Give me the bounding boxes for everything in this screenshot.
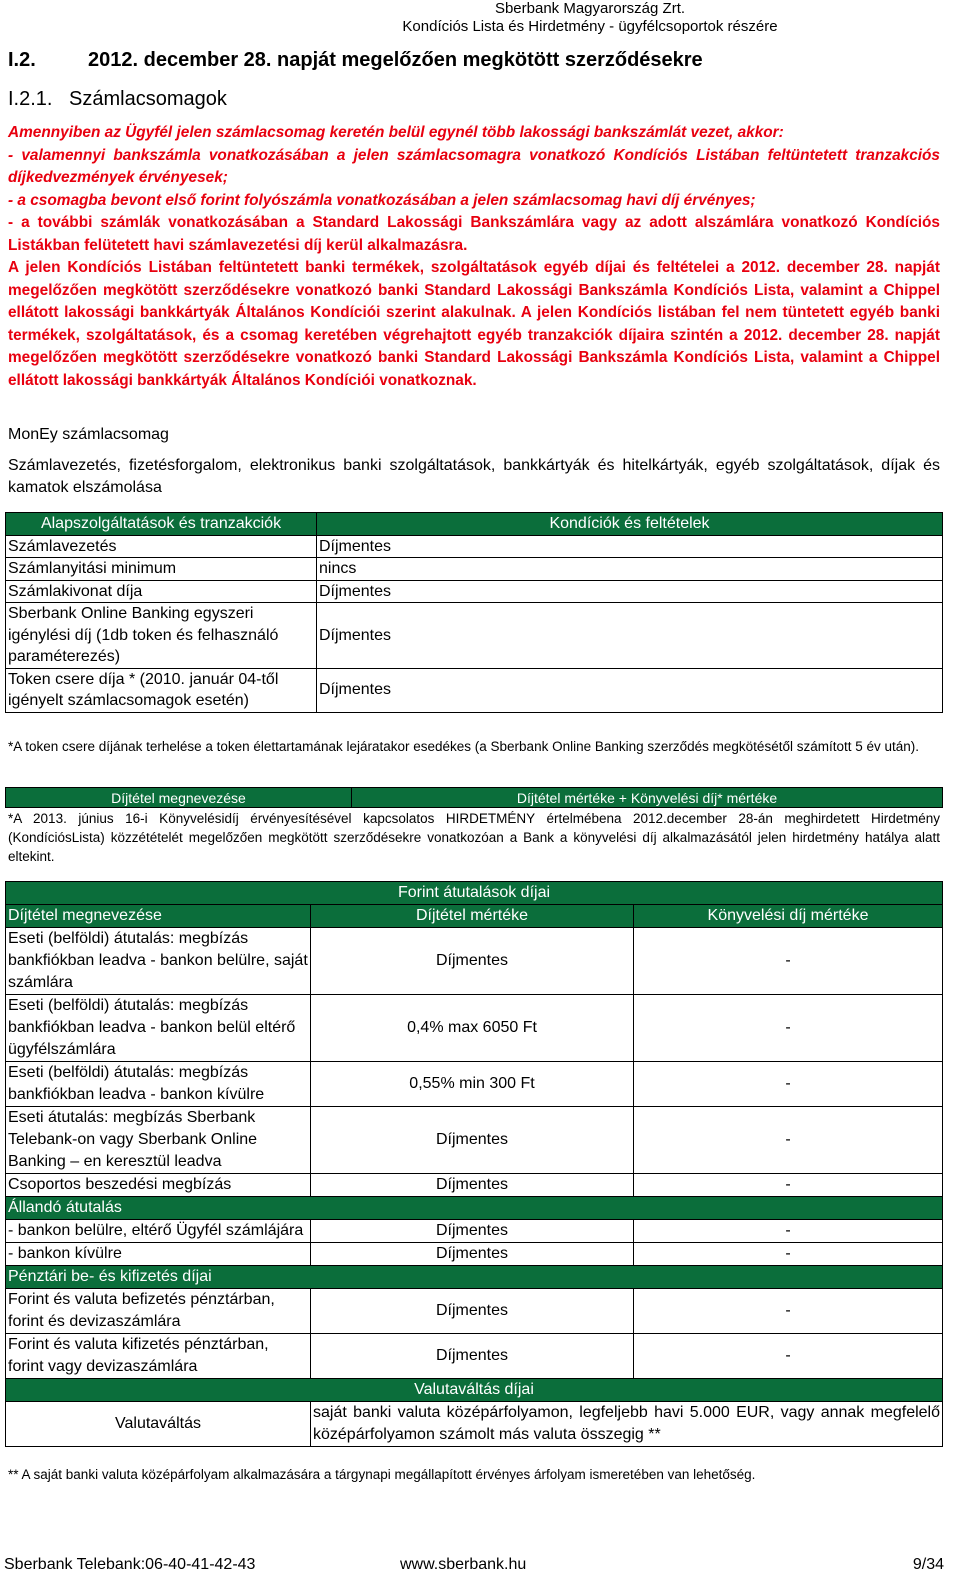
row-label: Eseti (belföldi) átutalás: megbízás bankfiókban leadva - bankon kívülre (6, 1062, 311, 1107)
table3-footnote: ** A saját banki valuta középárfolyam alkalmazására a tárgynapi megállapított érvényes árfolyam ismeretében van lehetőség. (8, 1467, 756, 1482)
row-booking-fee: - (634, 1334, 943, 1379)
footer-website[interactable]: www.sberbank.hu (400, 1556, 527, 1573)
header-company: Sberbank Magyarország Zrt. (494, 0, 686, 17)
table2-head-right: Díjtétel mértéke + Könyvelési díj* mértéke (352, 788, 943, 808)
basic-services-table (5, 512, 943, 713)
cash-fees-header: Pénztári be- és kifizetés díjai (6, 1266, 943, 1289)
intro-paragraph-3: - a csomagba bevont első forint folyószámla vonatkozásában a jelen számlacsomag havi díj érvényes; (8, 191, 756, 209)
table-row (6, 535, 943, 558)
footer-phone: Sberbank Telebank:06-40-41-42-43 (4, 1556, 256, 1573)
intro-paragraph-4: - a további számlák vonatkozásában a Standard Lakossági Bankszámlára vagy az adott alszámlára vonatkozó Kondíciós Listákban felütetett havi számlavezetési díj kerül alkalmazásra. (8, 214, 940, 254)
row-booking-fee: - (634, 1289, 943, 1334)
table2-footnote: *A 2013. június 16-i Könyvelésidíj érvényesítésével kapcsolatos HIRDETMÉNY értelmébena 2012.december 28-án meghirdetett Hirdetmény (KondíciósLista) közzétételét megelőzően megkötött szerződésekre vonatkozóan a Bank a könyvelési díj alkalmazásától jelen hirdetmény hatálya alatt eltekint. (8, 811, 940, 864)
package-name: MonEy számlacsomag (8, 426, 169, 443)
col-name-header: Díjtétel megnevezése (6, 905, 311, 928)
row-value: Díjmentes (317, 603, 943, 669)
table-row (6, 580, 943, 603)
row-booking-fee: - (634, 928, 943, 995)
row-label: Eseti (belföldi) átutalás: megbízás bankfiókban leadva - bankon belülre, saját számlára (6, 928, 311, 995)
row-fee: 0,4% max 6050 Ft (311, 995, 634, 1062)
table-row (6, 928, 943, 995)
row-value: Díjmentes (317, 580, 943, 603)
intro-notice (8, 122, 940, 392)
row-booking-fee: - (634, 1174, 943, 1197)
table-row (6, 1334, 943, 1379)
table-row (6, 1220, 943, 1243)
row-fee: Díjmentes (311, 1174, 634, 1197)
currency-exchange-value: saját banki valuta középárfolyamon, legfeljebb havi 5.000 EUR, vagy annak megfelelő középárfolyamon számolt más valuta összegig ** (311, 1402, 943, 1447)
subsection-number: I.2.1. (8, 88, 53, 110)
row-fee: Díjmentes (311, 928, 634, 995)
row-value: nincs (317, 558, 943, 581)
table1-footnote: *A token csere díjának terhelése a token élettartamának lejáratakor esedékes (a Sberbank Online Banking szerződés megkötésétől számított 5 év után). (8, 739, 920, 754)
table-row (6, 1289, 943, 1334)
row-label: Forint és valuta kifizetés pénztárban, forint vagy devizaszámlára (6, 1334, 311, 1379)
table2-head-left: Díjtétel megnevezése (6, 788, 352, 808)
section-title: 2012. december 28. napját megelőzően megkötött szerződésekre (88, 49, 703, 71)
table1-head-left: Alapszolgáltatások és tranzakciók (6, 513, 317, 536)
table-row (6, 558, 943, 581)
table-row (6, 1174, 943, 1197)
package-description: Számlavezetés, fizetésforgalom, elektronikus banki szolgáltatások, bankkártyák és hitelkártyák, egyéb szolgáltatások, díjak és kamatok elszámolása (8, 457, 940, 496)
table-row (6, 668, 943, 712)
row-label: Csoportos beszedési megbízás (6, 1174, 311, 1197)
row-fee: 0,55% min 300 Ft (311, 1062, 634, 1107)
table-row (6, 1402, 943, 1447)
table-row (6, 995, 943, 1062)
currency-exchange-header: Valutaváltás díjai (6, 1379, 943, 1402)
currency-exchange-label: Valutaváltás (6, 1402, 311, 1447)
standing-order-header: Állandó átutalás (6, 1197, 943, 1220)
row-fee: Díjmentes (311, 1334, 634, 1379)
row-fee: Díjmentes (311, 1107, 634, 1174)
row-label: Token csere díja * (2010. január 04-től igényelt számlacsomagok esetén) (6, 668, 317, 712)
header-subtitle: Kondíciós Lista és Hirdetmény - ügyfélcsoportok részére (402, 18, 778, 35)
row-booking-fee: - (634, 1243, 943, 1266)
table3-title: Forint átutalások díjai (6, 882, 943, 905)
row-booking-fee: - (634, 1220, 943, 1243)
footer-page-number: 9/34 (912, 1556, 944, 1573)
row-label: - bankon belülre, eltérő Ügyfél számlájára (6, 1220, 311, 1243)
intro-paragraph-1: Amennyiben az Ügyfél jelen számlacsomag keretén belül egynél több lakossági bankszámlát vezet, akkor: (8, 124, 784, 141)
row-label: Számlakivonat díja (6, 580, 317, 603)
row-booking-fee: - (634, 1062, 943, 1107)
col-fee-header: Díjtétel mértéke (311, 905, 634, 928)
row-label: Számlanyitási minimum (6, 558, 317, 581)
row-value: Díjmentes (317, 668, 943, 712)
row-value: Díjmentes (317, 535, 943, 558)
row-booking-fee: - (634, 1107, 943, 1174)
subsection-title: Számlacsomagok (69, 88, 227, 110)
table-row (6, 1062, 943, 1107)
table-row (6, 1107, 943, 1174)
row-label: Eseti átutalás: megbízás Sberbank Telebank-on vagy Sberbank Online Banking – en keresztül leadva (6, 1107, 311, 1174)
row-fee: Díjmentes (311, 1243, 634, 1266)
section-number: I.2. (8, 49, 36, 71)
table-row (6, 603, 943, 669)
row-label: - bankon kívülre (6, 1243, 311, 1266)
row-label: Számlavezetés (6, 535, 317, 558)
row-label: Eseti (belföldi) átutalás: megbízás bankfiókban leadva - bankon belül eltérő ügyfélszámlára (6, 995, 311, 1062)
transfer-fees-table (5, 881, 943, 1447)
table1-head-right: Kondíciók és feltételek (317, 513, 943, 536)
row-label: Sberbank Online Banking egyszeri igénylési díj (1db token és felhasználó paraméterezés) (6, 603, 317, 669)
row-label: Forint és valuta befizetés pénztárban, forint és devizaszámlára (6, 1289, 311, 1334)
intro-paragraph-5: A jelen Kondíciós Listában feltüntetett banki termékek, szolgáltatások egyéb díjai és feltételei a 2012. december 28. napját megelőzően megkötött szerződésekre vonatkozó banki Standard Lakossági Bankszámla Kondíciós Lista, valamint a Chippel ellátott lakossági bankkártyák Általános Kondíciói szerint alakulnak. A jelen Kondíciós listában fel nem tüntetett egyéb banki termékek, szolgáltatások, és a csomag keretében végrehajtott egyéb tranzakciók díjaira szintén a 2012. december 28. napját megelőzően megkötött szerződésekre vonatkozó banki Standard Lakossági Bankszámla Kondíciós Lista, valamint a Chippel ellátott lakossági bankkártyák Általános Kondíciói vonatkoznak. (8, 259, 940, 389)
row-fee: Díjmentes (311, 1289, 634, 1334)
row-fee: Díjmentes (311, 1220, 634, 1243)
table-row (6, 1243, 943, 1266)
fee-header-table (5, 787, 943, 808)
row-booking-fee: - (634, 995, 943, 1062)
col-booking-header: Könyvelési díj mértéke (634, 905, 943, 928)
intro-paragraph-2: - valamennyi bankszámla vonatkozásában a jelen számlacsomagra vonatkozó Kondíciós Listában feltüntetett tranzakciós díjkedvezmények érvényesek; (8, 146, 940, 186)
